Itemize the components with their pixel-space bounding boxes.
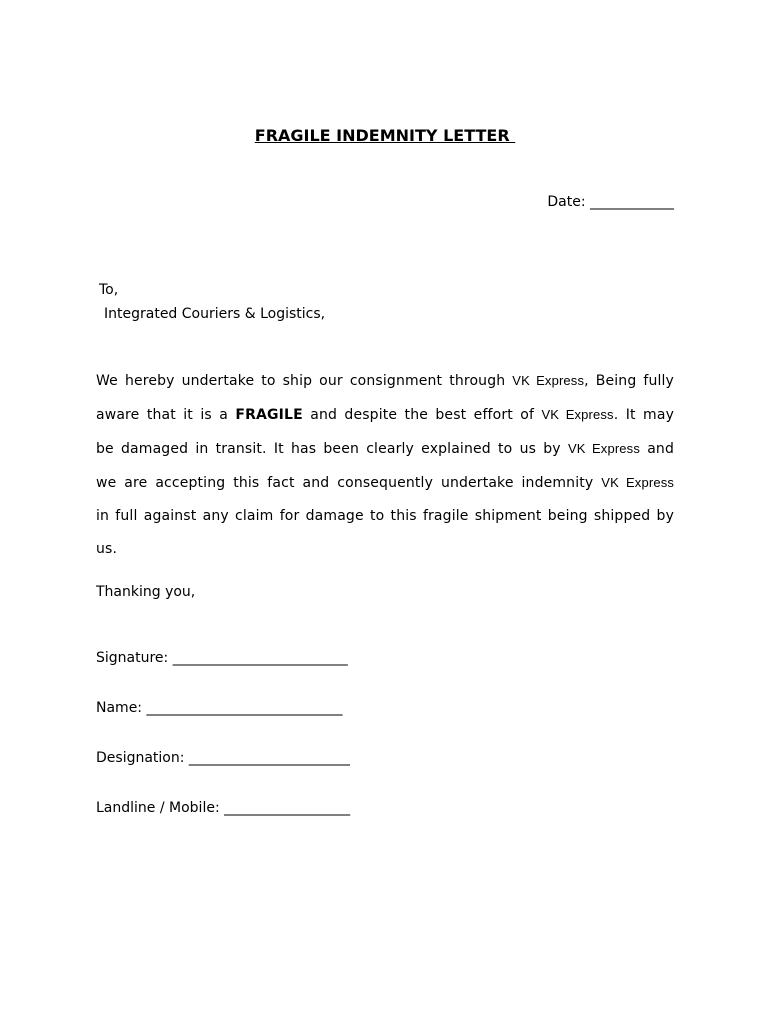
letter-body [96, 364, 674, 566]
body-text-part: . It may be damaged in transit. It has been clearly explained to us by [96, 407, 675, 457]
landline-mobile-field: Landline / Mobile: __________________ [96, 800, 351, 816]
addressee: Integrated Couriers & Logistics, [104, 306, 326, 322]
date-field: Date: ____________ [547, 194, 674, 210]
company-name: VK Express [601, 475, 674, 490]
body-text-part: in full against any claim for damage to this fragile shipment being shipped by us. [96, 508, 674, 557]
to-label: To, [99, 282, 119, 298]
body-text-part: and we are accepting this fact and consequently undertake indemnity [96, 441, 674, 491]
company-name: VK Express [541, 407, 614, 422]
signature-field: Signature: _________________________ [96, 650, 348, 666]
name-field: Name: ____________________________ [96, 700, 343, 716]
closing-text: Thanking you, [96, 584, 196, 600]
fragile-emphasis: FRAGILE [235, 407, 303, 423]
body-text-part: , Being fully aware that it is a [96, 373, 674, 423]
company-name: VK Express [567, 441, 640, 456]
body-text-part: and despite the best effort of [302, 407, 542, 423]
letter-title: FRAGILE INDEMNITY LETTER [254, 126, 516, 145]
body-text-part: We hereby undertake to ship our consignment through [96, 373, 513, 389]
designation-field: Designation: _______________________ [96, 750, 350, 766]
company-name: VK Express [512, 373, 585, 388]
